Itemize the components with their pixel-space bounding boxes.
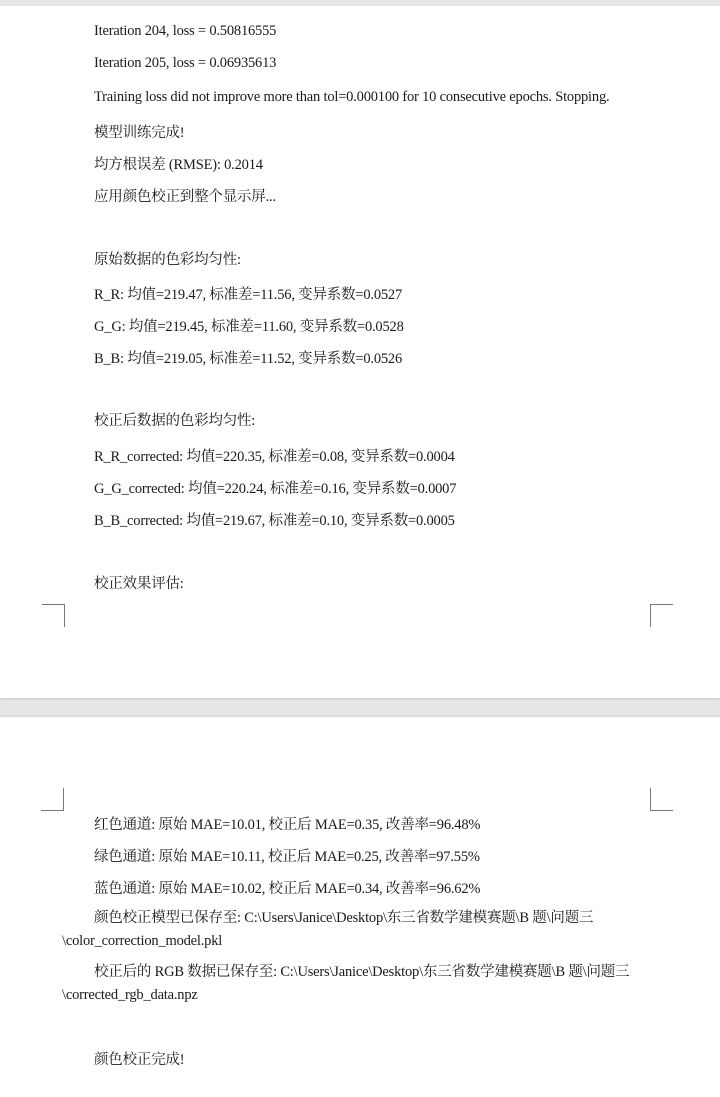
text-line: 均方根误差 (RMSE): 0.2014 <box>94 157 263 173</box>
text-line: Iteration 204, loss = 0.50816555 <box>94 23 277 39</box>
text-line: R_R: 均值=219.47, 标准差=11.56, 变异系数=0.0527 <box>94 287 403 303</box>
text-line: 蓝色通道: 原始 MAE=10.02, 校正后 MAE=0.34, 改善率=96.62% <box>94 881 481 897</box>
text-paragraph: 颜色校正模型已保存至: C:\Users\Janice\Desktop\东三省数学建模赛题\B 题\问题三\color_correction_model.pkl <box>62 910 594 949</box>
text-paragraph: 校正后的 RGB 数据已保存至: C:\Users\Janice\Desktop\东三省数学建模赛题\B 题\问题三\corrected_rgb_data.npz <box>62 964 630 1003</box>
text-line: R_R_corrected: 均值=220.35, 标准差=0.08, 变异系数=0.0004 <box>94 449 455 465</box>
page-margin-corner-mark <box>41 788 64 811</box>
text-line: 红色通道: 原始 MAE=10.01, 校正后 MAE=0.35, 改善率=96.48% <box>94 817 481 833</box>
text-line: Training loss did not improve more than tol=0.000100 for 10 consecutive epochs. Stopping. <box>94 89 610 105</box>
text-line: Iteration 205, loss = 0.06935613 <box>94 55 277 71</box>
section-heading: 校正效果评估: <box>94 576 184 592</box>
section-heading: 原始数据的色彩均匀性: <box>94 252 241 268</box>
page-margin-corner-mark <box>42 604 65 627</box>
text-line: 应用颜色校正到整个显示屏... <box>94 189 276 205</box>
document-page-1 <box>0 6 720 698</box>
text-line: 颜色校正完成! <box>94 1052 185 1068</box>
section-heading: 校正后数据的色彩均匀性: <box>94 413 256 429</box>
page-margin-corner-mark <box>650 604 673 627</box>
text-line: G_G_corrected: 均值=220.24, 标准差=0.16, 变异系数=0.0007 <box>94 481 457 497</box>
text-line: B_B_corrected: 均值=219.67, 标准差=0.10, 变异系数=0.0005 <box>94 513 455 529</box>
text-line: G_G: 均值=219.45, 标准差=11.60, 变异系数=0.0528 <box>94 319 404 335</box>
document-page-2 <box>0 717 720 1097</box>
text-line: 绿色通道: 原始 MAE=10.11, 校正后 MAE=0.25, 改善率=97.55% <box>94 849 480 865</box>
page-margin-corner-mark <box>650 788 673 811</box>
text-line: 模型训练完成! <box>94 125 185 141</box>
text-line: B_B: 均值=219.05, 标准差=11.52, 变异系数=0.0526 <box>94 351 403 367</box>
